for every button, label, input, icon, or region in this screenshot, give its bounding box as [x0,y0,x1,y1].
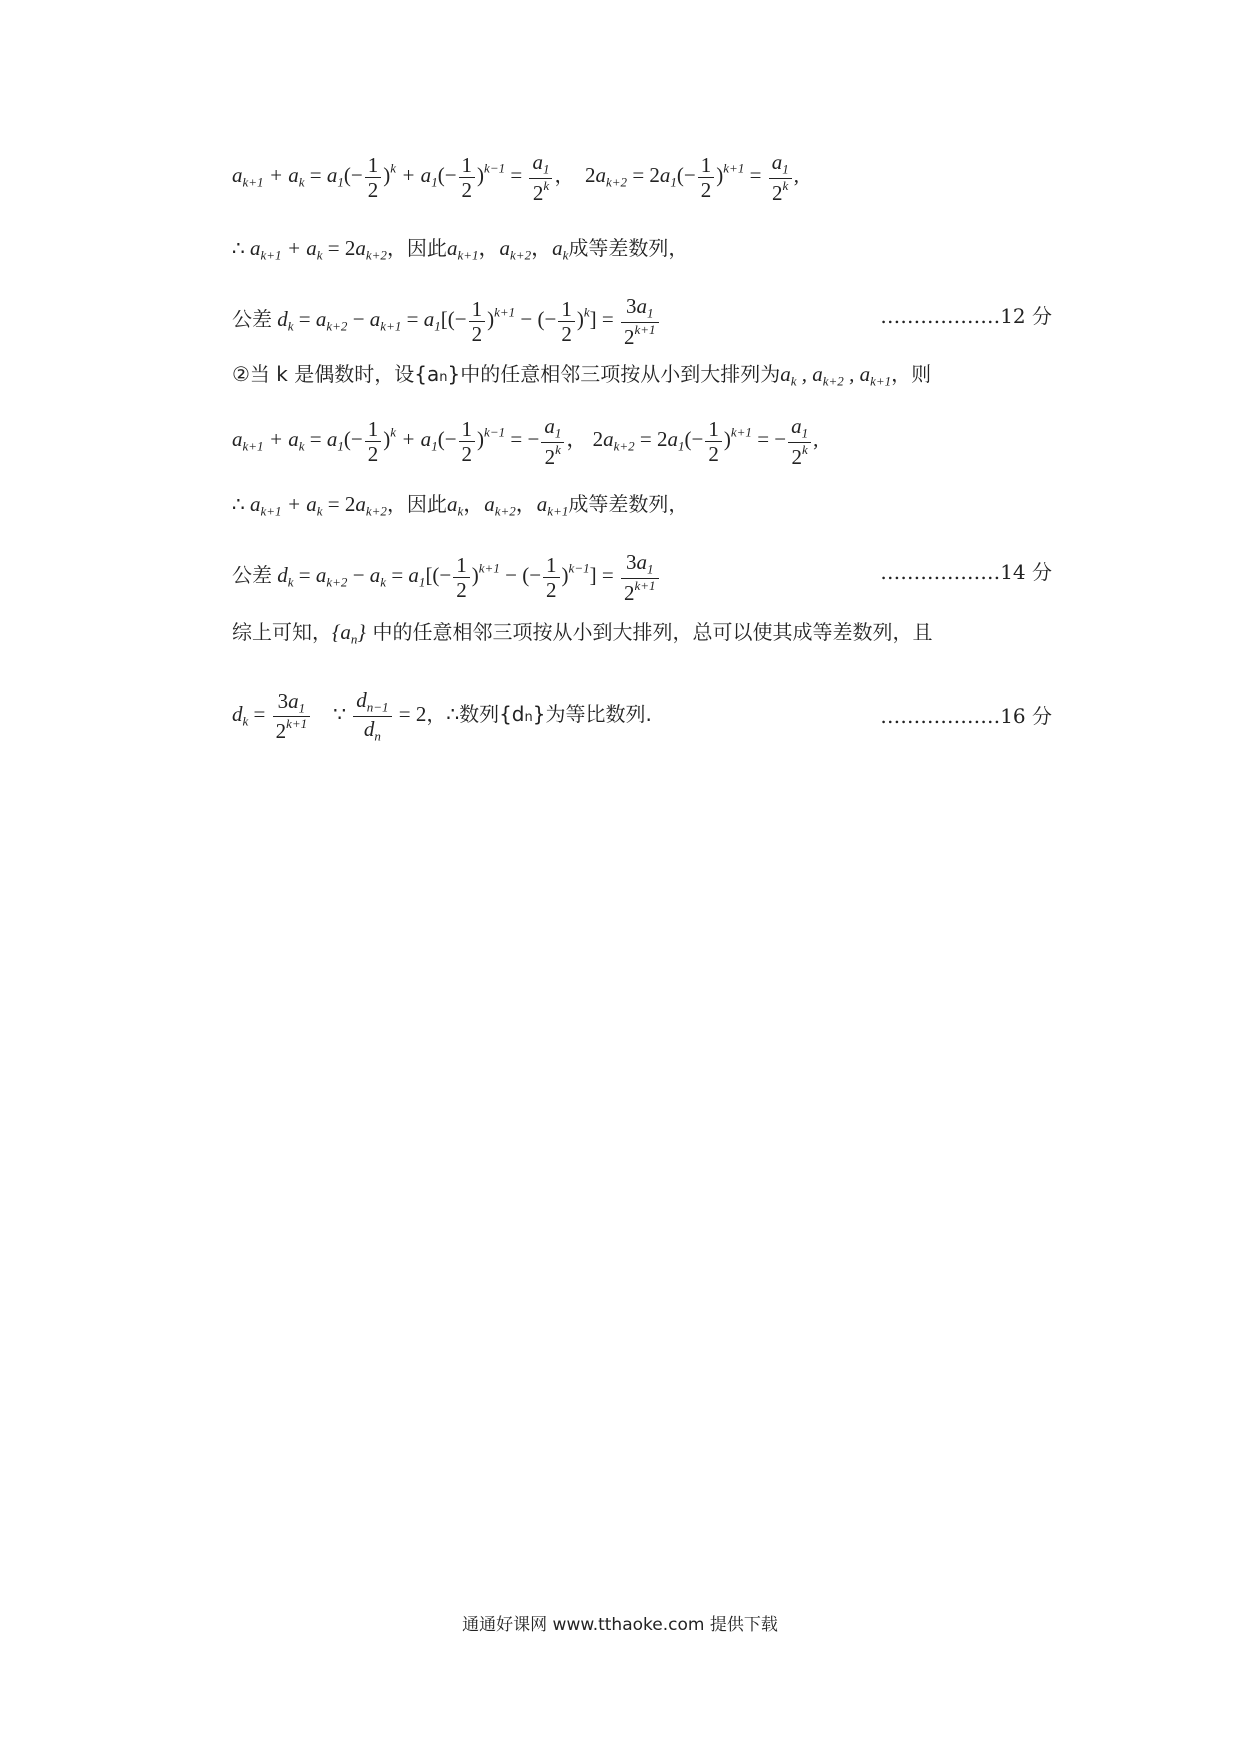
equation-line-3: 公差 $d_k = a_{k+2} - a_{k+1} = a_1[(-$ $\frac{1}{2}$ )$^{k+1}$ − (− $\frac{1}{2}$ )$^k$] = $\frac{3a_1}{2^{k+1}}$ [232,294,661,348]
text-line-4: ②当 k 是偶数时，设{an}中的任意相邻三项按从小到大排列为$a_k$ , $a_{k+2}$ , $a_{k+1}$，则 [232,362,932,389]
equation-line-2: ∴ $a_{k+1} + a_k = 2a_{k+2}$，因此$a_{k+1}$，$a_{k+2}$，$a_k$成等差数列， [232,236,689,263]
text-arith-seq: 成等差数列， [568,236,689,260]
points-12: ………………12 分 [880,304,1052,328]
label-common-diff: 公差 [232,307,272,332]
summary-text: 综上可知， [232,620,332,644]
summary-line: 综上可知，$\{a_n\}$ 中的任意相邻三项按从小到大排列，总可以使其成等差数列，且 [232,620,933,647]
text-case-even-2: }中的任意相邻三项按从小到大排列为 [447,362,781,386]
equation-line-1: $a_{k+1} + a_k = a_1(-$ $\frac{1}{2}$ )$^k + a_1(-$ $\frac{1}{2}$ )$^{k-1}$ = $\frac{a_1}{2^k}$ ， $2a_{k+2} = 2a_1(-$ $\frac{1}{2}$ )$^{k+1}$ = $\frac{a_1}{2^k}$ , [232,150,799,205]
text-conclusion-2: }为等比数列. [532,701,652,726]
text-arith-seq-2: 成等差数列， [568,492,689,516]
because-symbol: ∵ [333,701,346,726]
comma: ， [554,163,575,188]
equation-line-5: $a_{k+1} + a_k = a_1(-$ $\frac{1}{2}$ )$^k + a_1(-$ $\frac{1}{2}$ )$^{k-1}$ = − $\frac{a_1}{2^k}$ ， $2a_{k+2} = 2a_1(-$ $\frac{1}{2}$ )$^{k+1}$ = − $\frac{a_1}{2^k}$ , [232,414,819,469]
points-16: ………………16 分 [880,704,1052,728]
equation-line-9: $d_k$ = $\frac{3a_1}{2^{k+1}}$ ∵ $\frac{d_{n-1}}{d_n}$ = 2，∴数列{dn}为等比数列. [232,688,652,744]
text-case-even: ②当 k 是偶数时，设{a [232,362,440,386]
footer-text: 通通好课网 www.tthaoke.com 提供下载 [462,1615,778,1635]
equation-line-7: 公差 $d_k = a_{k+2} - a_k = a_1[(-$ $\frac{1}{2}$ )$^{k+1}$ − (− $\frac{1}{2}$ )$^{k-1}$] = $\frac{3a_1}{2^{k+1}}$ [232,550,661,604]
text-conclusion: ，∴数列{d [426,701,525,726]
summary-text-2: 中的任意相邻三项按从小到大排列，总可以使其成等差数列，且 [372,620,933,644]
text-hence: ，因此 [386,236,447,260]
points-14: ………………14 分 [880,560,1052,584]
text-then: ，则 [891,362,932,386]
therefore-symbol: ∴ [232,236,245,260]
equation-line-6: ∴ $a_{k+1} + a_k = 2a_{k+2}$，因此$a_k$，$a_{k+2}$，$a_{k+1}$成等差数列， [232,492,689,519]
